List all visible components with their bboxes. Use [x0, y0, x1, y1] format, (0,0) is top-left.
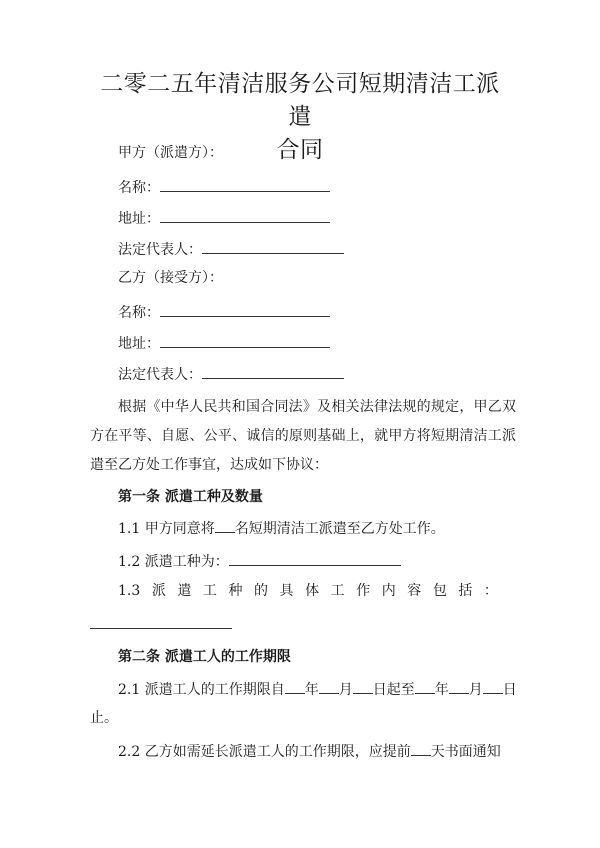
party-a-heading: 甲方（派遣方）：	[118, 145, 223, 161]
clause-1-1-text-b: 名短期清洁工派遣至乙方处工作。	[234, 521, 445, 537]
party-a-rep-label: 法定代表人：	[118, 242, 202, 258]
work-content-field[interactable]	[90, 628, 232, 629]
clause-1-1	[118, 518, 445, 539]
end-month-field[interactable]	[449, 679, 469, 694]
clause-2-2-text-a: 2.2 乙方如需延长派遣工人的工作期限，应提前	[118, 744, 411, 760]
clause-1-2-text: 1.2 派遣工种为：	[118, 554, 229, 570]
party-a-name-field[interactable]	[160, 175, 330, 192]
clause-1-3-char: 容	[407, 583, 422, 599]
clause-1-2	[118, 549, 401, 572]
clause-1-3-char: 具	[279, 583, 294, 599]
clause-1-3-char: 遣	[177, 583, 192, 599]
job-type-field[interactable]	[229, 549, 401, 566]
party-a-address-field[interactable]	[160, 206, 330, 223]
clause-2-2	[118, 741, 501, 762]
party-b-heading: 乙方（接受方）：	[118, 270, 223, 286]
end-day-label: 日	[502, 682, 517, 698]
end-year-label: 年	[434, 682, 449, 698]
party-a-rep-field[interactable]	[202, 237, 344, 254]
party-b-rep-row	[118, 362, 344, 385]
party-b-rep-field[interactable]	[202, 362, 344, 379]
clause-1-3-char: 括	[458, 583, 473, 599]
party-b-address-field[interactable]	[160, 331, 330, 348]
party-b-name-field[interactable]	[160, 300, 330, 317]
clause-2-2-text-b: 天书面通知	[430, 744, 501, 760]
clause-1-3-char: 内	[381, 583, 396, 599]
clause-1-3-char: 包	[432, 583, 447, 599]
worker-count-field[interactable]	[215, 518, 235, 533]
clause-1-3-char: 作	[356, 583, 371, 599]
party-b-name-label: 名称：	[118, 305, 160, 321]
party-b-address-row	[118, 331, 330, 354]
clause-2-1-text-a: 2.1 派遣工人的工作期限自	[118, 682, 285, 698]
end-year-field[interactable]	[415, 679, 435, 694]
start-day-field[interactable]	[353, 679, 373, 694]
end-day-field[interactable]	[483, 679, 503, 694]
party-a-address-row	[118, 206, 330, 229]
start-year-label: 年	[304, 682, 319, 698]
clause-1-3-char: 的	[254, 583, 268, 599]
clause-1-3-char: 体	[305, 583, 320, 599]
party-b-rep-label: 法定代表人：	[118, 367, 202, 383]
article-2-heading: 第二条 派遣工人的工作期限	[118, 649, 291, 665]
party-a-rep-row	[118, 237, 344, 260]
start-month-field[interactable]	[319, 679, 339, 694]
article-1-heading: 第一条 派遣工种及数量	[118, 489, 263, 505]
start-year-field[interactable]	[285, 679, 305, 694]
clause-1-3-char: 派	[151, 583, 166, 599]
title-line-1: 二零二五年清洁服务公司短期清洁工派遣	[100, 71, 500, 130]
party-b-address-label: 地址：	[118, 336, 160, 352]
clause-1-3	[118, 581, 498, 601]
party-a-name-row	[118, 175, 330, 198]
clause-1-3-char: ：	[483, 583, 498, 599]
clause-1-3-char: 工	[330, 583, 345, 599]
party-a-address-label: 地址：	[118, 211, 160, 227]
clause-1-1-text-a: 1.1 甲方同意将	[118, 521, 215, 537]
party-b-name-row	[118, 300, 330, 323]
start-day-label: 日起至	[372, 682, 415, 698]
clause-1-3-char: 种	[228, 583, 243, 599]
notice-days-field[interactable]	[411, 741, 431, 756]
party-a-name-label: 名称：	[118, 180, 160, 196]
title-line-2: 合同	[276, 137, 324, 163]
clause-2-1-end: 止。	[90, 710, 118, 726]
preamble-paragraph: 根据《中华人民共和国合同法》及相关法律法规的规定，甲乙双方在平等、自愿、公平、诚信的原则基础上，就甲方将短期清洁工派遣至乙方处工作事宜，达成如下协议：	[90, 399, 516, 473]
clause-2-1	[118, 679, 517, 700]
clause-1-3-char: 工	[202, 583, 217, 599]
clause-1-3-char: 1.3	[118, 583, 141, 599]
start-month-label: 月	[338, 682, 353, 698]
end-month-label: 月	[468, 682, 483, 698]
